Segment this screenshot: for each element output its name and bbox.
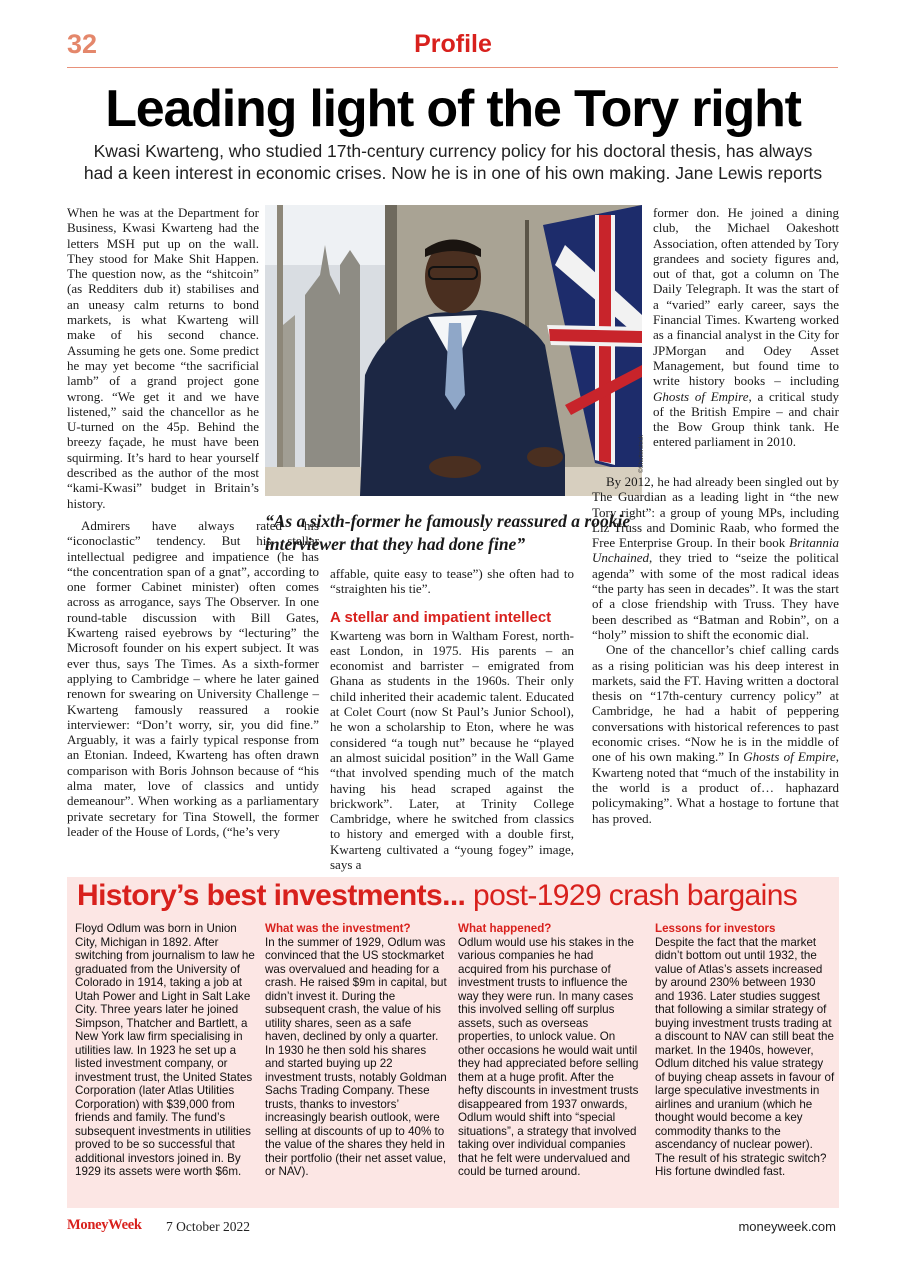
investments-box	[67, 877, 839, 1208]
pull-quote: “As a sixth-former he famously reassured a rookie interviewer that they had done fine”	[265, 511, 631, 554]
text-run: , a critical study of the British Empire – and chair the Bow Group think tank. He entered parliament in 2010.	[653, 388, 839, 450]
page-number: 32	[67, 29, 98, 59]
box-subhead: Lessons for investors	[655, 922, 776, 935]
section-title: Profile	[414, 30, 492, 58]
book-title: Ghosts of Empire	[743, 749, 836, 765]
text-run: , Kwarteng noted that “much of the instability in the world is a product of… haphazard policymaking”. What a hostage to fortune that has proved.	[592, 749, 839, 826]
article-subhead: A stellar and impatient intellect	[330, 608, 552, 626]
standfirst: Kwasi Kwarteng, who studied 17th-century currency policy for his doctoral thesis, has always had a keen interest in economic crises. Now he is in one of his own making. Jane Lewis reports	[83, 141, 823, 183]
article-paragraph: affable, quite easy to tease”) she often had to “straighten his tie”.	[330, 566, 574, 597]
article-column-3-lower	[592, 474, 839, 826]
text-run: , they tried to “seize the political agenda” with some of the most radical ideas “the party has seen in decades”. It was the start of a close friendship with Truss. They have been described as “Batman and Robin”, on a “holy” mission to shift the economic dial.	[592, 550, 839, 642]
book-title: Britannia Unchained	[592, 535, 839, 566]
portrait-illustration	[265, 205, 642, 496]
website-url[interactable]: moneyweek.com	[738, 1219, 836, 1234]
portrait-photo	[265, 205, 645, 496]
box-text: Despite the fact that the market didn’t bottom out until 1932, the value of Atlas’s assets increased by around 230% between 1930 and 1936. Later studies suggest that following a similar strategy of buying investment trusts trading at a discount to NAV can still beat the market. In the 1940s, however, Odlum ditched his value strategy of buying cheap assets in favour of large speculative investments in airlines and uranium (which he thought would become a key commodity thanks to the ascendancy of nuclear power). The result of his strategic switch? His fortune dwindled fast.	[655, 935, 835, 1178]
box-column-4	[655, 922, 835, 1179]
box-text: Odlum would use his stakes in the various companies he had acquired from his purchase of investment trusts to influence the way they were run. In many cases this involved selling off surplus assets, such as overseas properties, to unlock value. On other occasions he would wait until they had appreciated before selling them at a huge profit. After the hefty discounts in investment trusts disappeared from 1937 onwards, Odlum would shift into “special situations”, a strategy that involved taking over individual companies that he felt were undervalued and could be turned around.	[458, 935, 639, 1178]
article-column-1	[67, 205, 259, 511]
moneyweek-logo: MoneyWeek	[67, 1217, 142, 1233]
box-column-3	[458, 922, 640, 1179]
text-run: former don. He joined a dining club, the Michael Oakeshott Association, often attended by Tory grandees and society figures and, out of that, got a column on The Daily Telegraph. It was the start of a “varied” early career, says the Financial Times. Kwarteng worked as a financial analyst in the City for JPMorgan and Odey Asset Management, but found time to write history books – including	[653, 205, 839, 389]
box-title-thin: post-1929 crash bargains	[465, 879, 798, 912]
book-title: Ghosts of Empire	[653, 388, 749, 404]
text-run: One of the chancellor’s chief calling cards as a rising politician was his deep interest in markets, said the FT. Having written a doctoral thesis on “17th-century currency policy” at Cambridge, he had a habit of peppering conversations with historical references to past economic crises. “Now he is in the middle of one of his own making.” In	[592, 642, 839, 765]
text-run: By 2012, he had already been singled out by The Guardian as a leading light in “the new Tory right”: a group of young MPs, including Liz Truss and Dominic Raab, who formed the Free Enterprise Group. In their book	[592, 474, 839, 551]
article-paragraph: When he was at the Department for Business, Kwasi Kwarteng had the letters MSH put up on the wall. They stood for Make Shit Happen. The question now, as the “shitcoin” (as Redditers dub it) stabilises and an uneasy calm returns to bond markets, is what Kwarteng will make of his second chance. Assuming he gets one. Some predict he may yet become “the sacrificial lamb” of a grand project gone wrong. “We get it and we have listened,” said the chancellor as he U-turned on the 45p. Behind the breezy façade, he must have been squirming. It’s hard to hear yourself described as the author of the most “kami-Kwasi” budget in Britain’s history.	[67, 205, 259, 511]
box-text: In the summer of 1929, Odlum was convinced that the US stockmarket was overvalued and heading for a crash. He raised $9m in capital, but didn’t invest it. During the subsequent crash, the value of his utility shares, seen as a safe haven, declined by only a quarter. In 1930 he then sold his shares and started buying up 22 investment trusts, notably Goldman Sachs Trading Company. These trusts, thanks to investors’ increasingly bearish outlook, were selling at discounts of up to 40% to the value of the shares they held in their portfolio (their net asset value, or NAV).	[265, 935, 447, 1178]
box-column-2	[265, 922, 447, 1179]
photo-credit: ©Shutterstock	[639, 435, 645, 473]
box-subhead: What was the investment?	[265, 922, 411, 935]
article-paragraph: Kwarteng was born in Waltham Forest, north-east London, in 1975. His parents – an economist and barrister – emigrated from Ghana as students in the 1960s. Their only child inherited their academic talent. Educated at Colet Court (now St Paul’s Junior School), he won a scholarship to Eton, where he was considered “a tough nut” because he “played an almost suicidal position” in the Wall Game “that involved spending much of the match having his head scraped against the brickwork”. Later, at Trinity College Cambridge, where he switched from classics to history and emerged with a double first, Kwarteng cultivated a “young fogey” image, says a	[330, 627, 574, 873]
headline: Leading light of the Tory right	[105, 80, 801, 138]
box-text: Floyd Odlum was born in Union City, Michigan in 1892. After switching from journalism to law he graduated from the University of Colorado in 1914, taking a job at Utah Power and Light in Salt Lake City. Three years later he joined Simpson, Thatcher and Bartlett, a New York law firm specialising in utilities law. In 1923 he set up a listed investment company, or investment trust, the United States Corporation (later Atlas Utilities Corporation) with $39,000 from friends and family. The fund’s subsequent investments in utilities proved to be so successful that additional investors joined in. By 1929 its assets were worth $6m.	[75, 922, 255, 1178]
article-paragraph: Admirers have always rated his “iconoclastic” tendency. But his stellar intellectual pedigree and impatience (he has “the concentration span of a gnat”, according to one former Cabinet minister) often comes across as arrogance, says The Observer. In one round-table discussion with Bill Gates, Kwarteng raised eyebrows by “lecturing” the Microsoft founder on his expert subject. It was ever thus, says The Times. As a sixth-former applying to Cambridge – where he later gained renown for swearing on University Challenge – Kwarteng famously reassured a rookie interviewer: “Don’t worry, sir, you did fine.” Arguably, it was a fairly typical response from an Etonian. Indeed, Kwarteng has often drawn comparison with Boris Johnson because of “his alma mater, love of classics and untidy demeanour”. When working as a parliamentary private secretary for Tina Stowell, the former leader of the House of Lords, (“he’s very	[67, 518, 319, 839]
article-column-3	[653, 205, 839, 450]
header-rule	[67, 67, 838, 68]
article-paragraph	[592, 474, 839, 642]
issue-date: 7 October 2022	[166, 1219, 250, 1234]
article-column-1-lower	[67, 518, 319, 839]
box-column-1	[75, 922, 257, 1179]
article-paragraph	[592, 642, 839, 826]
box-subhead: What happened?	[458, 922, 552, 935]
box-title-bold: History’s best investments...	[77, 879, 466, 912]
box-title	[77, 879, 797, 913]
article-column-2	[330, 566, 574, 872]
article-paragraph	[653, 205, 839, 450]
